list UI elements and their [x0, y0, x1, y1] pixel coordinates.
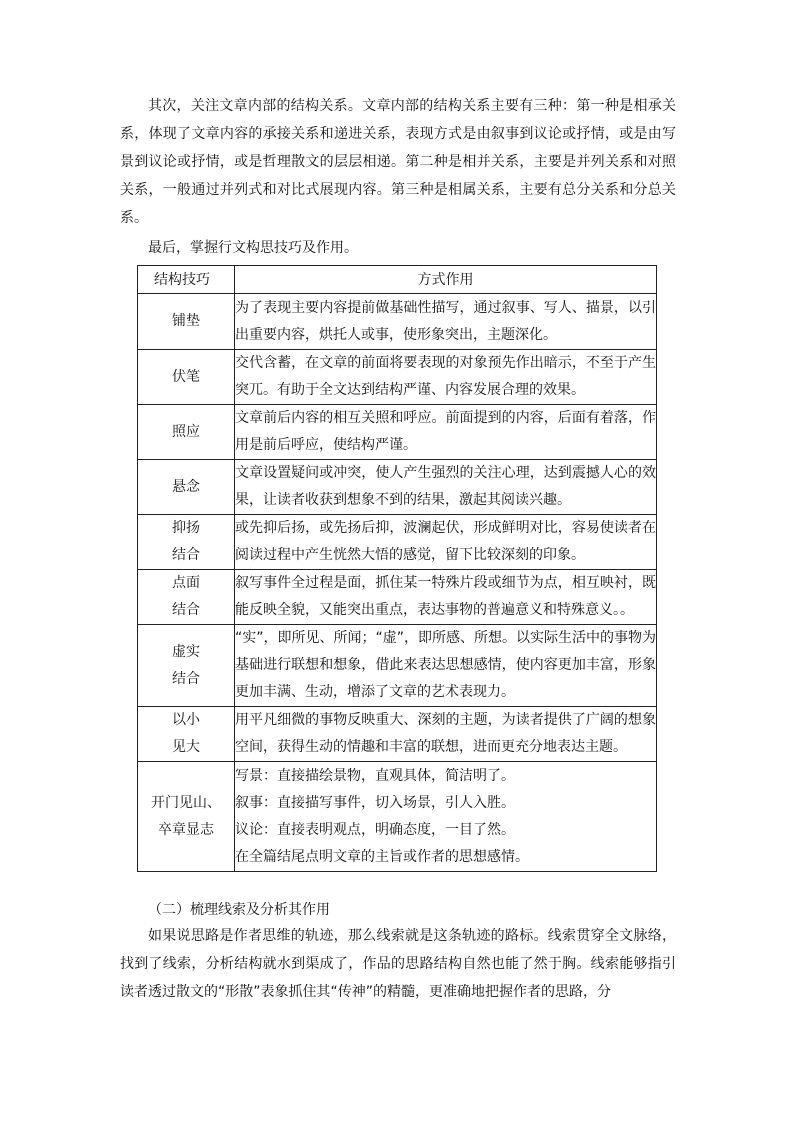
technique-name: 照应	[138, 405, 235, 460]
table-header-row	[138, 266, 657, 294]
table-row	[138, 350, 657, 405]
paragraph-structure-relations: 其次，关注文章内部的结构关系。文章内部的结构关系主要有三种：第一种是相承关系，体现了文章内容的承接关系和递进关系，表现方式是由叙事到议论或抒情，或是由写景到议论或抒情，或是哲理散文的层层相递。第二种是相并关系，主要是并列关系和对照关系，一般通过并列式和对比式展现内容。第三种是相属关系，主要有总分关系和分总关系。	[120, 98, 676, 226]
table-row	[138, 707, 657, 762]
table-row	[138, 460, 657, 515]
description-line: 交代含蓄，在文章的前面将要表现的对象预先作出暗示，不至于产生突兀。有助于全文达到结构严谨、内容发展合理的效果。	[235, 355, 656, 398]
description-line: 用平凡细微的事物反映重大、深刻的主题，为读者提供了广阔的想象空间，获得生动的情趣和丰富的联想，进而更充分地表达主题。	[235, 712, 656, 755]
technique-description	[235, 762, 657, 872]
technique-description	[235, 570, 657, 625]
description-line: “实”，即所见、所闻；“虚”，即所感、所想。以实际生活中的事物为基础进行联想和想象，借此来表达思想感情，使内容更加丰富，形象更加丰满、生动，增添了文章的艺术表现力。	[235, 630, 657, 700]
techniques-table	[137, 265, 657, 872]
technique-name: 开门见山、 卒章显志	[138, 762, 235, 872]
technique-name: 点面 结合	[138, 570, 235, 625]
technique-name: 抑扬 结合	[138, 515, 235, 570]
description-line: 或先抑后扬，或先扬后抑，波澜起伏，形成鲜明对比，容易使读者在阅读过程中产生恍然大悟的感觉，留下比较深刻的印象。	[235, 520, 656, 563]
technique-description	[235, 405, 657, 460]
table-row	[138, 515, 657, 570]
table-row	[138, 570, 657, 625]
section-heading-clues: （二）梳理线索及分析其作用	[148, 902, 330, 918]
technique-description	[235, 707, 657, 762]
header-technique: 结构技巧	[138, 266, 235, 294]
description-line: 为了表现主要内容提前做基础性描写，通过叙事、写人、描景，以引出重要内容，烘托人或事，使形象突出，主题深化。	[235, 299, 656, 343]
table-row	[138, 405, 657, 460]
paragraph-techniques-intro: 最后，掌握行文构思技巧及作用。	[148, 240, 358, 256]
technique-name: 悬念	[138, 460, 235, 515]
paragraph-clues: 如果说思路是作者思维的轨迹，那么线索就是这条轨迹的路标。线索贯穿全文脉络，找到了线索，分析结构就水到渠成了，作品的思路结构自然也能了然于胸。线索能够指引读者透过散文的“形散”表象抓住其“传神”的精髓，更准确地把握作者的思路，分	[120, 928, 676, 1000]
technique-name: 伏笔	[138, 350, 235, 405]
description-line: 在全篇结尾点明文章的主旨或作者的思想感情。	[235, 848, 529, 865]
technique-name: 以小 见大	[138, 707, 235, 762]
header-function: 方式作用	[235, 266, 657, 294]
table-row	[138, 625, 657, 707]
description-line: 叙事：直接描写事件，切入场景，引人入胜。	[235, 794, 515, 811]
technique-name: 铺垫	[138, 294, 235, 350]
table-row	[138, 762, 657, 872]
technique-description	[235, 294, 657, 350]
description-line: 叙写事件全过程是面，抓住某一特殊片段或细节为点，相互映衬，既能反映全貌，又能突出重点，表达事物的普遍意义和特殊意义。。	[235, 575, 656, 618]
description-line: 文章前后内容的相互关照和呼应。前面提到的内容，后面有着落，作用是前后呼应，使结构严谨。	[235, 410, 656, 453]
description-line: 写景：直接描绘景物，直观具体，简洁明了。	[235, 767, 515, 784]
technique-description	[235, 515, 657, 570]
description-line: 议论：直接表明观点，明确态度，一目了然。	[235, 821, 515, 838]
description-line: 文章设置疑问或冲突，使人产生强烈的关注心理，达到震撼人心的效果，让读者收获到想象不到的结果，激起其阅读兴趣。	[235, 465, 656, 508]
technique-name: 虚实 结合	[138, 625, 235, 707]
technique-description	[235, 625, 657, 707]
technique-description	[235, 350, 657, 405]
table-row	[138, 294, 657, 350]
technique-description	[235, 460, 657, 515]
